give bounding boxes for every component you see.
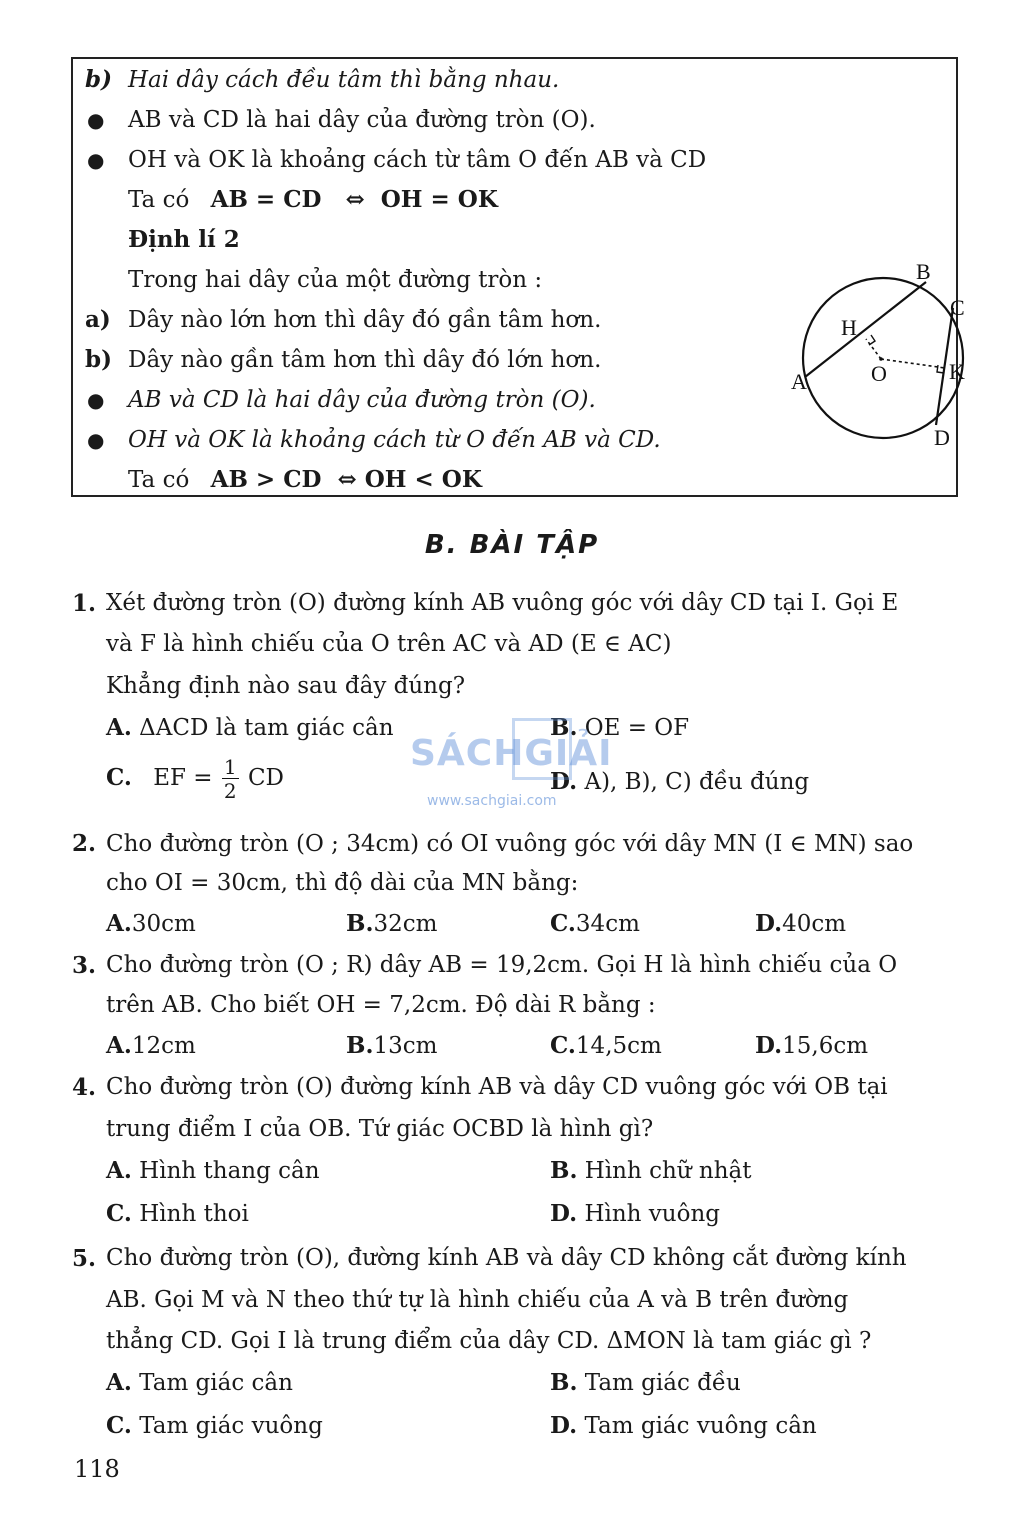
option-text: Hình chữ nhật [584,1158,752,1184]
question-text: trên AB. Cho biết OH = 7,2cm. Độ dài R bằng : [106,992,656,1018]
option-text: CD [247,765,284,791]
option-text: 40cm [782,911,847,937]
marker-a: a) [85,306,111,333]
theory-text [128,465,482,495]
option-text: EF = [153,765,213,791]
option-text: OE = OF [584,715,690,741]
label-b: B [916,259,931,284]
theory-text: OH và OK là khoảng cách từ tâm O đến AB và CD [128,147,707,173]
option-b [550,1157,752,1184]
question-text: AB. Gọi M và N theo thứ tự là hình chiếu của A và B trên đường [106,1287,849,1313]
bullet-icon: ● [87,428,105,452]
option-c [106,1200,249,1227]
option-b [346,910,437,937]
option-label: C. [550,1032,576,1059]
option-b [346,1032,437,1059]
option-a [106,714,394,741]
formula: AB = CD ⇔ OH = OK [210,186,498,213]
question-number: 4. [72,1074,97,1101]
option-label: B. [346,910,374,937]
label-k: K [949,359,965,384]
option-label: B. [550,1157,578,1184]
option-d [755,1032,868,1059]
theory-box [71,57,965,497]
label-o: O [871,361,887,386]
option-text: Tam giác vuông cân [584,1413,817,1439]
option-text: Tam giác cân [139,1370,293,1396]
theory-text [128,185,498,215]
fraction-denominator: 2 [223,779,237,803]
chord-ab [805,282,926,377]
option-label: B. [550,1369,578,1396]
option-label: B. [346,1032,374,1059]
option-label: D. [550,1200,578,1227]
option-label: C. [550,910,576,937]
option-d [755,910,846,937]
theory-text: Trong hai dây của một đường tròn : [128,267,543,293]
option-text: ΔACD là tam giác cân [139,715,394,741]
question-number: 3. [72,952,97,979]
bullet-icon: ● [87,108,105,132]
theory-text: AB và CD là hai dây của đường tròn (O). [128,387,596,413]
option-d [550,1200,720,1227]
question-text: trung điểm I của OB. Tứ giác OCBD là hình gì? [106,1116,654,1142]
option-text: 32cm [373,911,438,937]
option-label: D. [755,1032,783,1059]
marker-b: b) [85,66,112,93]
segment-ok [881,359,945,368]
option-text: 34cm [575,911,640,937]
fraction-numerator: 1 [223,755,237,779]
option-label: C. [106,1200,132,1227]
option-a [106,1157,320,1184]
theory-text: Dây nào gần tâm hơn thì dây đó lớn hơn. [128,347,602,373]
option-label: A. [106,714,132,741]
theory-text: Dây nào lớn hơn thì dây đó gần tâm hơn. [128,307,602,333]
fraction [222,757,239,801]
question-number: 2. [72,830,97,857]
option-label: A. [106,1157,132,1184]
option-label: D. [550,768,578,795]
question-number: 1. [72,590,97,617]
theory-text: OH và OK là khoảng cách từ O đến AB và CD. [128,427,661,453]
question-text: Khẳng định nào sau đây đúng? [106,673,466,699]
option-a [106,1369,293,1396]
option-c [106,757,284,801]
question-text: Xét đường tròn (O) đường kính AB vuông góc với dây CD tại I. Gọi E [106,590,899,616]
option-text: 12cm [131,1033,196,1059]
ta-co-label: Ta có [128,467,190,493]
option-label: A. [106,1369,132,1396]
option-text: A), B), C) đều đúng [584,769,810,795]
option-label: C. [106,764,132,791]
question-text: cho OI = 30cm, thì độ dài của MN bằng: [106,870,579,896]
option-b [550,1369,741,1396]
watermark-url: www.sachgiai.com [427,793,557,809]
option-text: 13cm [373,1033,438,1059]
label-a: A [791,369,807,394]
theory-text: Hai dây cách đều tâm thì bằng nhau. [128,67,560,93]
question-text: Cho đường tròn (O), đường kính AB và dây CD không cắt đường kính [106,1245,907,1271]
page-number: 118 [74,1455,120,1483]
section-heading: B. BÀI TẬP [424,530,600,560]
question-text: Cho đường tròn (O) đường kính AB và dây CD vuông góc với OB tại [106,1074,888,1100]
theorem-title: Định lí 2 [128,226,240,253]
option-text: Tam giác vuông [139,1413,323,1439]
option-text: 14,5cm [575,1033,662,1059]
option-a [106,910,196,937]
option-text: 15,6cm [782,1033,869,1059]
option-label: C. [106,1412,132,1439]
option-text: Hình vuông [584,1201,720,1227]
question-text: và F là hình chiếu của O trên AC và AD (E ∈ AC) [106,631,672,657]
circle-chord-diagram [783,259,993,454]
bullet-icon: ● [87,148,105,172]
option-label: D. [755,910,783,937]
circle-o [803,278,963,438]
option-c [106,1412,323,1439]
theory-text: AB và CD là hai dây của đường tròn (O). [128,107,596,133]
option-label: B. [550,714,578,741]
marker-b: b) [85,346,112,373]
option-label: D. [550,1412,578,1439]
option-d [550,1412,817,1439]
label-c: C [950,295,965,320]
option-c [550,1032,662,1059]
label-d: D [934,425,950,450]
question-number: 5. [72,1245,97,1272]
option-text: Tam giác đều [584,1370,741,1396]
option-c [550,910,640,937]
question-text: Cho đường tròn (O ; 34cm) có OI vuông góc với dây MN (I ∈ MN) sao [106,831,914,857]
question-text: thẳng CD. Gọi I là trung điểm của dây CD. ΔMON là tam giác gì ? [106,1328,872,1354]
option-label: A. [106,1032,132,1059]
option-a [106,1032,196,1059]
watermark-logo [405,715,625,810]
option-text: Hình thang cân [139,1158,320,1184]
question-text: Cho đường tròn (O ; R) dây AB = 19,2cm. Gọi H là hình chiếu của O [106,952,898,978]
option-label: A. [106,910,132,937]
ta-co-label: Ta có [128,187,190,213]
label-h: H [841,315,857,340]
formula: AB > CD ⇔ OH < OK [210,466,482,493]
option-text: 30cm [131,911,196,937]
watermark-text: SÁCHGIẢI [410,733,613,774]
option-text: Hình thoi [139,1201,249,1227]
bullet-icon: ● [87,388,105,412]
